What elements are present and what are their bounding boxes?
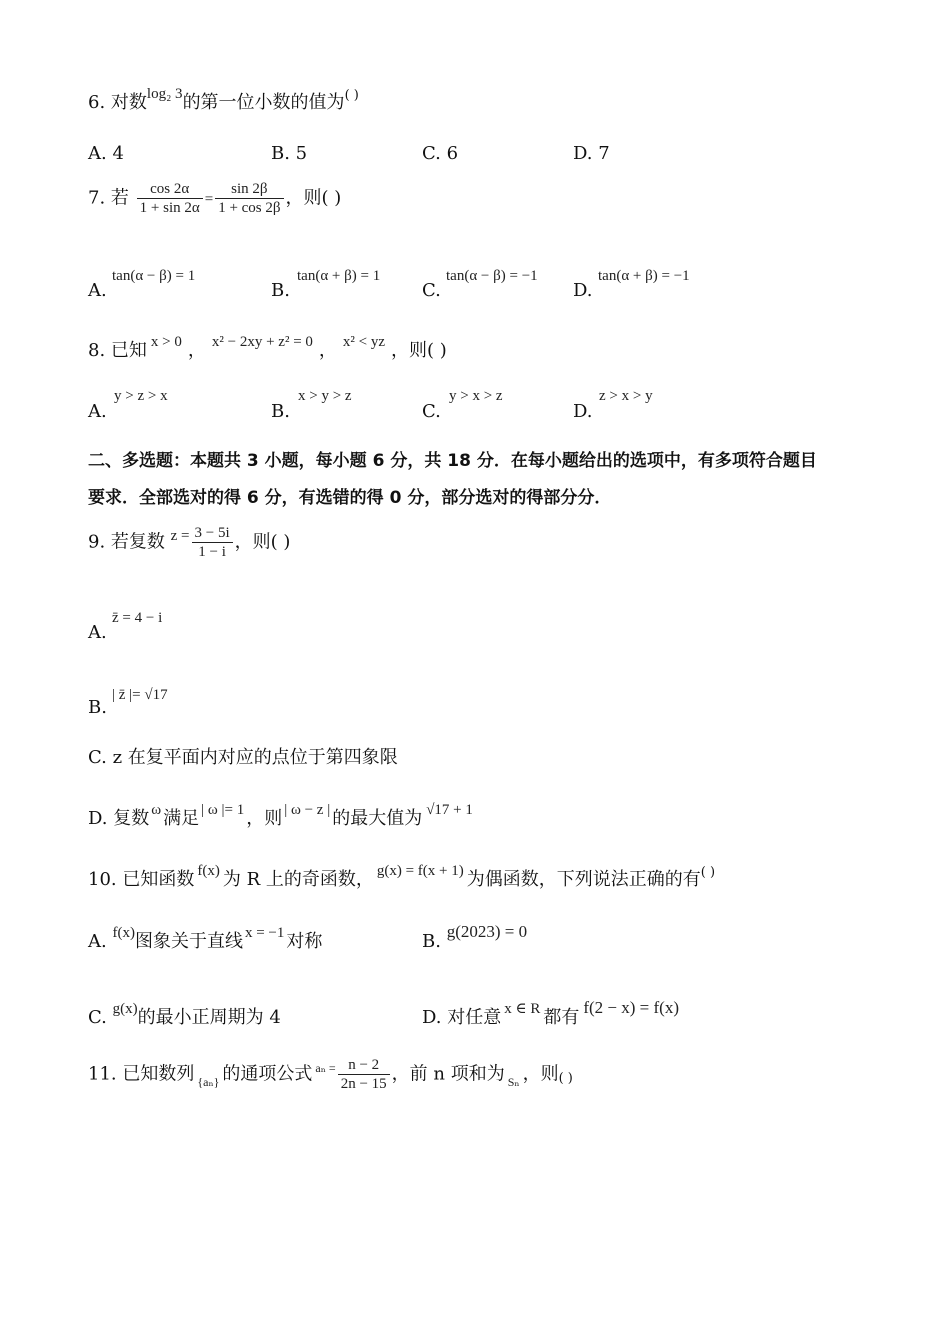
q10-option-b-label: B. bbox=[422, 931, 441, 952]
q10-option-c-label: C. bbox=[88, 1007, 107, 1028]
q10-option-c-text: 的最小正周期为 4 bbox=[137, 1007, 281, 1028]
q9-denominator: 1 − i bbox=[198, 544, 226, 560]
q6-option-d: D. 7 bbox=[573, 143, 610, 164]
q7-rhs-denominator: 1 + cos 2β bbox=[218, 200, 281, 216]
q8-prefix: 8. 已知 bbox=[88, 340, 147, 361]
q9-omega-minus-z: | ω − z | bbox=[284, 802, 331, 818]
q9-z-equals: z = bbox=[170, 527, 190, 544]
q9-option-d-suffix: 的最大值为 bbox=[332, 808, 423, 829]
q10-fx: f(x) bbox=[197, 863, 220, 879]
q10-option-a-end: 对称 bbox=[286, 931, 323, 952]
q8-option-d: z > x > y bbox=[599, 388, 653, 404]
q8-option-c: y > x > z bbox=[449, 388, 503, 404]
q7-stem bbox=[88, 180, 341, 217]
q10-suffix: 为偶函数，下列说法正确的有 bbox=[466, 869, 701, 890]
q6-stem bbox=[88, 86, 359, 116]
q8-stem bbox=[88, 334, 447, 363]
q10-option-a bbox=[88, 925, 323, 954]
q9-stem bbox=[88, 524, 290, 561]
q11-fraction bbox=[338, 1056, 390, 1093]
q11-mid-2: ，前 n 项和为 bbox=[391, 1063, 505, 1085]
q8-option-a-label: A. bbox=[88, 401, 107, 422]
q8-suffix: ，则( ) bbox=[391, 340, 447, 361]
q9-option-d-prefix: D. 复数 bbox=[88, 808, 150, 829]
q10-gx-definition: g(x) = f(x + 1) bbox=[376, 863, 464, 879]
q10-option-b bbox=[422, 922, 528, 953]
q7-option-d: tan(α + β) = −1 bbox=[598, 268, 690, 284]
q7-option-c: tan(α − β) = −1 bbox=[446, 268, 538, 284]
q10-option-d-in: x ∈ R bbox=[504, 1001, 541, 1017]
q11-numerator: n − 2 bbox=[338, 1056, 390, 1075]
q11-an-equals: aₙ = bbox=[315, 1060, 336, 1075]
q11-sequence: {aₙ} bbox=[197, 1074, 220, 1089]
q7-option-b-label: B. bbox=[271, 280, 290, 301]
q9-option-d bbox=[88, 802, 473, 831]
section-2-heading-line-2: 要求．全部选对的得 6 分，有选错的得 0 分，部分选对的得部分分． bbox=[88, 488, 612, 508]
q11-stem bbox=[88, 1056, 573, 1093]
q9-max-value: √17 + 1 bbox=[426, 802, 473, 818]
q10-option-a-line: x = −1 bbox=[244, 925, 285, 941]
q9-numerator: 3 − 5i bbox=[192, 524, 233, 543]
q11-mid-1: 的通项公式 bbox=[222, 1063, 313, 1085]
q7-option-d-label: D. bbox=[573, 280, 593, 301]
q10-mid: 为 R 上的奇函数， bbox=[222, 869, 374, 890]
q7-lhs-denominator: 1 + sin 2α bbox=[139, 200, 200, 216]
q7-option-a-label: A. bbox=[88, 280, 107, 301]
q8-option-b: x > y > z bbox=[298, 388, 352, 404]
q6-log-math: log₂ 3 bbox=[146, 86, 183, 102]
q11-answer-paren: ( ) bbox=[558, 1070, 573, 1086]
q7-option-c-label: C. bbox=[422, 280, 441, 301]
q7-lhs-fraction bbox=[137, 180, 203, 217]
q10-stem bbox=[88, 863, 716, 893]
q9-option-c: C. z 在复平面内对应的点位于第四象限 bbox=[88, 747, 398, 768]
section-2-heading-line-1: 二、多选题：本题共 3 小题，每小题 6 分，共 18 分．在每小题给出的选项中，有多项符合题目 bbox=[88, 451, 817, 471]
q6-option-c: C. 6 bbox=[422, 143, 459, 164]
q10-option-a-label: A. bbox=[88, 931, 107, 952]
q8-sep-2: ， bbox=[318, 340, 337, 361]
q10-option-d bbox=[422, 998, 679, 1030]
q6-answer-paren: ( ) bbox=[344, 88, 359, 103]
q9-omega: ω bbox=[151, 802, 162, 818]
q8-cond-1: x > 0 bbox=[150, 334, 182, 350]
q9-prefix: 9. 若复数 bbox=[88, 531, 165, 553]
q7-equals: = bbox=[204, 191, 214, 208]
q6-option-b: B. 5 bbox=[271, 143, 308, 164]
q10-option-c-gx: g(x) bbox=[112, 1001, 138, 1017]
q9-omega-condition: | ω |= 1 bbox=[201, 802, 245, 818]
q8-option-c-label: C. bbox=[422, 401, 441, 422]
q8-option-b-label: B. bbox=[271, 401, 290, 422]
q9-option-a-label: A. bbox=[88, 622, 107, 643]
q8-option-d-label: D. bbox=[573, 401, 593, 422]
q6-suffix: 的第一位小数的值为 bbox=[182, 92, 345, 113]
q7-lhs-numerator: cos 2α bbox=[137, 180, 203, 199]
q10-option-d-text: 都有 bbox=[543, 1007, 580, 1028]
q10-option-c bbox=[88, 1001, 281, 1030]
q11-sn: Sₙ bbox=[507, 1074, 520, 1089]
q8-sep-1: ， bbox=[187, 340, 206, 361]
q9-option-d-mid: 满足 bbox=[163, 808, 200, 829]
q10-option-a-text: 图象关于直线 bbox=[134, 931, 243, 952]
q8-cond-2: x² − 2xy + z² = 0 bbox=[211, 334, 313, 350]
q10-option-a-fx: f(x) bbox=[112, 925, 135, 941]
q10-answer-paren: ( ) bbox=[700, 865, 716, 880]
q7-suffix: ，则( ) bbox=[285, 187, 342, 209]
q9-option-d-then: ，则 bbox=[246, 808, 283, 829]
q8-cond-3: x² < yz bbox=[342, 334, 386, 350]
q7-rhs-numerator: sin 2β bbox=[215, 180, 283, 199]
q6-prefix: 6. 对数 bbox=[88, 92, 147, 113]
q7-rhs-fraction bbox=[215, 180, 283, 217]
q10-option-d-expr: f(2 − x) = f(x) bbox=[583, 998, 679, 1017]
q10-option-d-label: D. 对任意 bbox=[422, 1007, 502, 1028]
q10-option-b-expr: g(2023) = 0 bbox=[446, 922, 528, 941]
q7-option-a: tan(α − β) = 1 bbox=[112, 268, 196, 284]
q7-prefix: 7. 若 bbox=[88, 187, 129, 209]
q9-suffix: ，则( ) bbox=[234, 531, 291, 553]
q11-suffix: ，则 bbox=[522, 1063, 559, 1085]
q9-option-b-label: B. bbox=[88, 697, 107, 718]
q6-option-a: A. 4 bbox=[88, 143, 124, 164]
q9-option-a: z̄ = 4 − i bbox=[112, 610, 163, 626]
q7-option-b: tan(α + β) = 1 bbox=[297, 268, 381, 284]
q11-prefix: 11. 已知数列 bbox=[88, 1063, 195, 1085]
q10-prefix: 10. 已知函数 bbox=[88, 869, 195, 890]
q11-denominator: 2n − 15 bbox=[340, 1076, 387, 1092]
q9-fraction bbox=[192, 524, 233, 561]
q9-option-b: | z̄ |= √17 bbox=[112, 687, 168, 703]
q8-option-a: y > z > x bbox=[114, 388, 168, 404]
